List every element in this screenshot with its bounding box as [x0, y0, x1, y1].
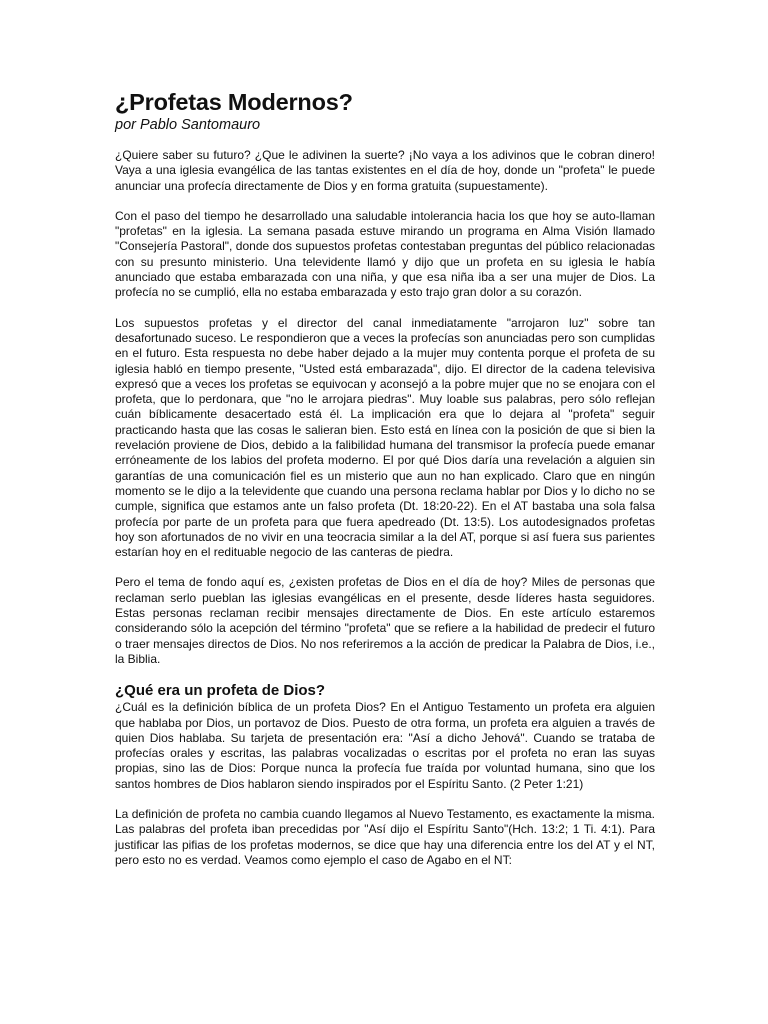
paragraph-section-1: ¿Cuál es la definición bíblica de un profeta Dios? En el Antiguo Testamento un profeta era alguien que hablaba por Dios, un portavoz de Dios. Puesto de otra forma, un profeta era alguien a través de quien Dios hablaba. Su tarjeta de presentación era: "Así a dicho Jehová". Cuando se trataba de profecías orales y escritas, las palabras vocalizadas o escritas por el profeta no eran las suyas propias, sino las de Dios: Porque nunca la profecía fue traída por voluntad humana, sino que los santos hombres de Dios hablaron siendo inspirados por el Espíritu Santo. (2 Peter 1:21)	[115, 700, 655, 791]
document-page	[115, 88, 655, 883]
paragraph-intro-1: ¿Quiere saber su futuro? ¿Que le adivinen la suerte? ¡No vaya a los adivinos que le cobran dinero! Vaya a una iglesia evangélica de las tantas existentes en el día de hoy, donde un "profeta" le puede anunciar una profecía directamente de Dios y en forma gratuita (supuestamente).	[115, 148, 655, 193]
paragraph-intro-3: Los supuestos profetas y el director del canal inmediatamente "arrojaron luz" sobre tan desafortunado suceso. Le respondieron que a veces la profecías son anunciadas pero son cumplidas en el futuro. Esta respuesta no debe haber dejado a la mujer muy contenta porque el profeta de su iglesia habló en tiempo presente, "Usted está embarazada", dijo. El director de la cadena televisiva expresó que a veces los profetas se equivocan y aconsejó a la pobre mujer que no se enojara con el profeta, que lo perdonara, que "no le arrojara piedras". Muy loable sus palabras, pero sólo reflejan cuán bíblicamente desacertado está él. La implicación era que lo dejara al "profeta" seguir practicando hasta que las cosas le salieran bien. Esto está en línea con la posición de que si bien la revelación proviene de Dios, debido a la falibilidad humana del transmisor la profecía puede emanar erróneamente de los labios del profeta moderno. El por qué Dios daría una revelación a alguien sin garantías de una comunicación fiel es un misterio que aun no han explicado. Claro que en ningún momento se le dijo a la televidente que cuando una persona reclama hablar por Dios y lo dicho no se cumple, significa que estamos ante un falso profeta (Dt. 18:20-22). En el AT bastaba una sola falsa profecía por parte de un profeta para que fuera apedreado (Dt. 13:5). Los autodesignados profetas hoy son afortunados de no vivir en una teocracia similar a la del AT, porque si así fuera sus parientes estarían hoy en el redituable negocio de las canteras de piedra.	[115, 315, 655, 560]
paragraph-intro-4: Pero el tema de fondo aquí es, ¿existen profetas de Dios en el día de hoy? Miles de personas que reclaman serlo pueblan las iglesias evangélicas en el presente, desde líderes hasta seguidores. Estas personas reclaman recibir mensajes directamente de Dios. En este artículo estaremos considerando sólo la acepción del término "profeta" que se refiere a la habilidad de predecir el futuro o traer mensajes directos de Dios. No nos referiremos a la acción de predicar la Palabra de Dios, i.e., la Biblia.	[115, 575, 655, 666]
author-byline: por Pablo Santomauro	[115, 117, 261, 133]
paragraph-section-2: La definición de profeta no cambia cuando llegamos al Nuevo Testamento, es exactamente la misma. Las palabras del profeta iban precedidas por "Así dijo el Espíritu Santo"(Hch. 13:2; 1 Ti. 4:1). Para justificar las pifias de los profetas modernos, se dice que hay una diferencia entre los del AT y el NT, pero esto no es verdad. Veamos como ejemplo el caso de Agabo en el NT:	[115, 806, 655, 867]
document-title: ¿Profetas Modernos?	[115, 89, 353, 115]
section-heading: ¿Qué era un profeta de Dios?	[115, 682, 326, 700]
paragraph-intro-2: Con el paso del tiempo he desarrollado una saludable intolerancia hacia los que hoy se auto-llaman "profetas" en la iglesia. La semana pasada estuve mirando un programa en Alma Visión llamado "Consejería Pastoral", donde dos supuestos profetas contestaban preguntas del público relacionadas con su presunto ministerio. Una televidente llamó y dijo que un profeta en su iglesia le había anunciado que estaba embarazada con una niña, y que esa niña iba a ser una mujer de Dios. La profecía no se cumplió, ella no estaba embarazada y esto trajo gran dolor a su corazón.	[115, 208, 655, 300]
